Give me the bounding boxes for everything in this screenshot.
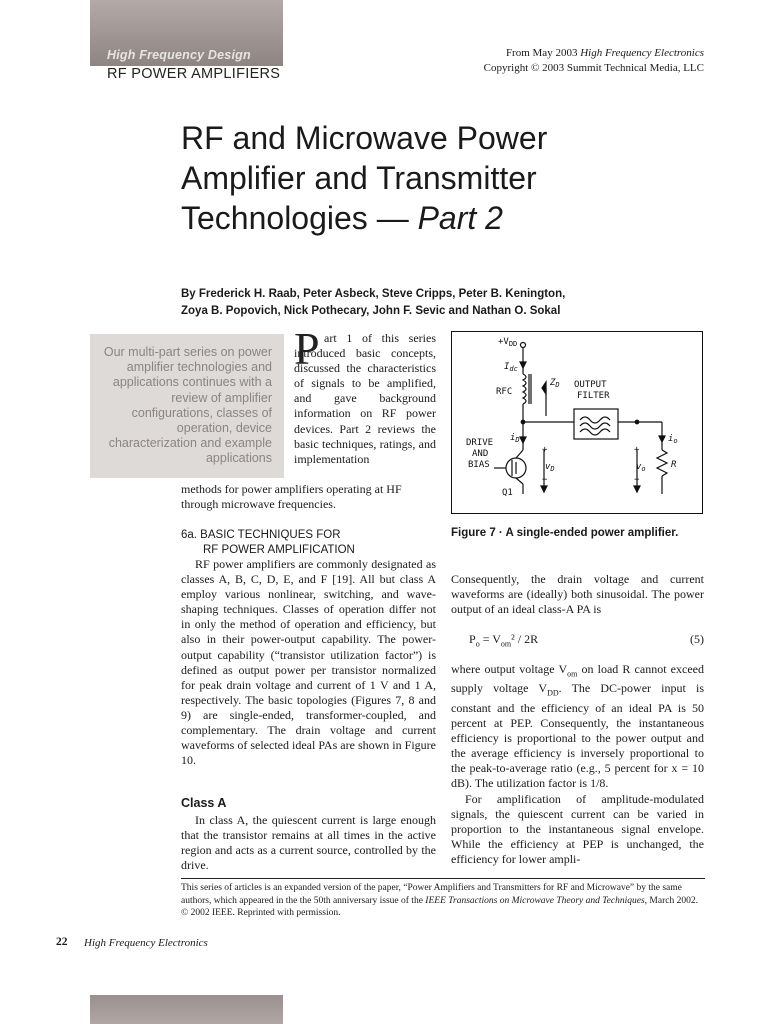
pull-quote-text: Our multi-part series on power amplifier technologies and applications continues with a review of amplifier configurations, classes of operation, device characterization and example applications [103,345,272,466]
page-number: 22 [56,936,68,948]
footnote-journal: IEEE Transactions on Microwave Theory and Techniques [425,895,645,906]
footnote-text-a: This series of articles is an expanded version of the paper, “Power Amplifiers and Transmitters for RF and Microwave” by the same authors, which appeared in the the 50th anniversary issue of the [181,883,682,906]
authors [181,286,601,320]
label-filter-1: OUTPUT [574,380,607,390]
class-a-heading: Class A [181,796,227,810]
article-title [181,118,701,238]
para2-part-c: . The DC-power input is constant and the efficiency of an ideal PA is 50 percent at PEP. Consequently, the instantaneous efficiency is proportional to the power output and the average efficiency is inversely proportional to the peak-to-average ratio (e.g., 5 percent for x = 10 dB). The utilization factor is 1/8. [451,681,704,791]
footnote-rule [181,878,705,879]
section-heading-line-2: RF POWER AMPLIFICATION [203,543,355,556]
equation-lhs: P [469,632,476,646]
label-filter-2: FILTER [577,391,610,401]
footer-band [90,995,283,1024]
class-a-body [181,813,436,873]
right-paragraph-1: Consequently, the drain voltage and current waveforms are (ideally) both sinusoidal. The power output of an ideal class-A PA is [451,572,704,617]
intro-continuation [181,482,436,512]
para2-sub-om: om [567,669,578,679]
section-heading-line-1: 6a. BASIC TECHNIQUES FOR [181,529,341,541]
label-zd: $Z_D$ [550,378,560,389]
right-paragraph-2 [451,662,704,792]
equation-5 [469,632,704,648]
label-vdd: $+V_{DD}$ [498,337,518,348]
section-6a-paragraph: RF power amplifiers are commonly designated as classes A, B, C, D, E, and F [19]. All but class A employ various nonlinear, switching, and wave-shaping techniques. Classes of operation differ not in only the method of operation and efficiency, but also in their power-output capability. The power-output capability (“transistor utilization factor”) is defined as output power per transistor normalized for peak drain voltage and current of 1 V and 1 A, respectively. The basic topologies (Figures 7, 8 and 9) are single-ended, transformer-coupled, and complementary. The drain voltage and current waveforms of selected ideal PAs are shown in Figure 10. [181,557,436,768]
label-rfc: RFC [496,387,513,397]
section-heading-6a [181,528,441,557]
equation-mid: = V [479,632,501,646]
label-q1: Q1 [502,488,513,498]
source-line [484,46,704,76]
equation-mid-sub: om [500,639,512,649]
label-io: $i_o$ [668,434,678,445]
para2-part-a: where output voltage V [451,662,568,676]
label-minus-o: − [634,475,640,485]
authors-line-1: By Frederick H. Raab, Peter Asbeck, Steve Cripps, Peter B. Kenington, [181,288,566,300]
section-6a-body [181,557,436,768]
label-plus-d: + [542,445,548,455]
right-column-intro [451,572,704,617]
title-line-1: RF and Microwave Power [181,120,548,156]
amplifier-schematic [452,332,702,513]
authors-line-2: Zoya B. Popovich, Nick Pothecary, John F. Sevic and Nathan O. Sokal [181,305,561,317]
figure-7-schematic [451,331,703,514]
label-r: R [671,460,677,470]
equation-rhs: ² / 2R [511,632,539,646]
label-idc: $I_{dc}$ [504,362,518,373]
drop-cap: P [294,323,320,374]
para2-part-b: on load R cannot exceed supply voltage V [451,662,704,696]
para2-sub-dd: DD [547,688,559,698]
right-paragraph-3: For amplification of amplitude-modulated signals, the quiescent current can be varied in proportion to the instantaneous signal envelope. While the efficiency at PEP is unchanged, the efficiency for lower ampli- [451,791,704,866]
source-journal: High Frequency Electronics [580,47,704,59]
label-vo: $v_o$ [636,462,646,473]
copyright: Copyright © 2003 Summit Technical Media, LLC [483,62,704,74]
footnote-text-b: , March 2002. © 2002 IEEE. Reprinted with permission. [181,895,698,918]
label-plus-o: + [634,445,640,455]
title-line-2: Amplifier and Transmitter [181,160,537,196]
intro-paragraph [294,331,436,467]
label-drive-3: BIAS [468,460,490,470]
label-vd: $v_D$ [545,462,555,473]
label-drive-2: AND [472,449,489,459]
class-a-paragraph: In class A, the quiescent current is large enough that the transistor remains at all times in the active region and acts as a current source, controlled by the drive. [181,813,436,873]
intro-text: art 1 of this series introduced basic concepts, discussed the characteristics of signals to be amplified, and gave background information on RF power devices. Part 2 reviews the basic techniques, ratings, and implementation [294,331,436,466]
equation-number: (5) [690,632,704,646]
section-label: High Frequency Design [107,48,251,62]
topic-label: RF POWER AMPLIFIERS [107,66,281,82]
source-prefix: From May 2003 [505,47,581,59]
right-column-body [451,662,704,867]
footnote [181,882,705,920]
intro-continuation-text: methods for power amplifiers operating at HF through microwave frequencies. [181,482,402,512]
label-minus-d: − [542,475,548,485]
equation-lhs-sub: o [475,639,480,649]
title-part-label: Part 2 [417,200,503,236]
pull-quote-box [90,334,284,478]
title-line-3: Technologies — [181,200,418,236]
figure-caption: Figure 7 · A single-ended power amplifier. [451,527,679,539]
label-id: $i_D$ [510,433,520,444]
footer-journal: High Frequency Electronics [84,937,208,949]
label-drive-1: DRIVE [466,438,494,448]
